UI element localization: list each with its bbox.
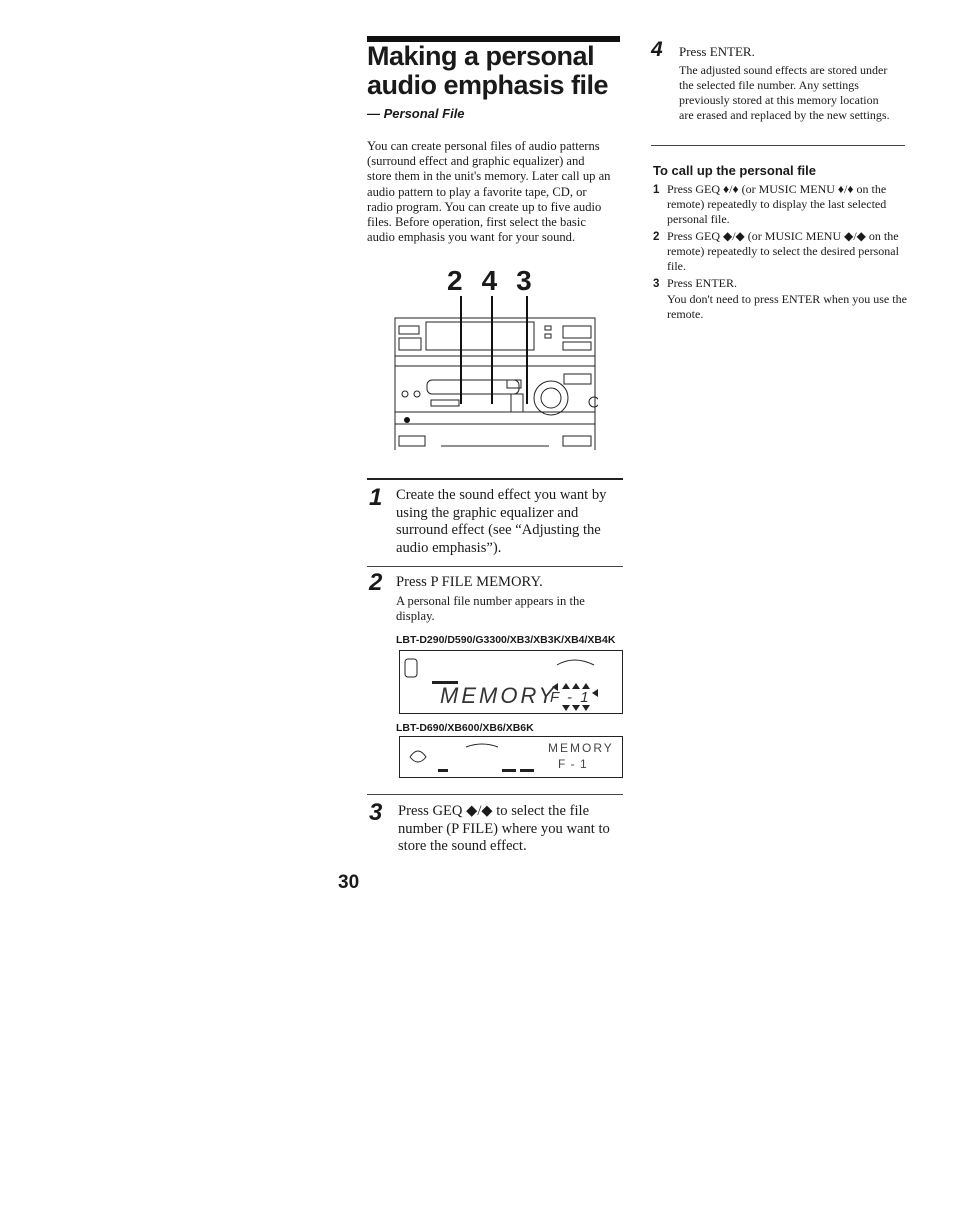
- step-4-number: 4: [651, 38, 663, 61]
- stereo-unit-illustration: [393, 296, 598, 452]
- title-line-2: audio emphasis file: [367, 70, 609, 100]
- lcd-file-text: F - 1: [558, 757, 588, 771]
- diagram-label: 2: [447, 265, 463, 296]
- call-up-item-1-number: 1: [653, 184, 660, 196]
- step-2-text: Press P FILE MEMORY.: [396, 574, 543, 590]
- call-up-item-2-number: 2: [653, 231, 660, 243]
- step-3-number: 3: [369, 799, 383, 826]
- page-title: [367, 42, 627, 100]
- diagram-label: 3: [516, 265, 532, 296]
- lcd-display-1: [399, 650, 623, 714]
- call-up-item-3-number: 3: [653, 278, 660, 290]
- lcd-memory-text: MEMORY: [440, 683, 557, 708]
- model-label-2: LBT-D690/XB600/XB6/XB6K: [396, 722, 534, 734]
- diagram-step-labels: [447, 265, 551, 297]
- step-1-number: 1: [369, 484, 383, 511]
- call-up-item-3-text: Press ENTER.: [667, 276, 737, 290]
- call-up-item-2-text: Press GEQ ◆/◆ (or MUSIC MENU ◆/◆ on the remote) repeatedly to select the desired personal file.: [667, 229, 899, 273]
- title-line-1: Making a personal: [367, 41, 595, 71]
- lcd-file-text: F - 1: [550, 689, 591, 706]
- section-rule: [651, 145, 905, 146]
- page-subtitle: — Personal File: [367, 106, 465, 121]
- lcd-display-2: [399, 736, 623, 778]
- call-up-heading: To call up the personal file: [653, 163, 817, 178]
- step-2-number: 2: [369, 569, 383, 596]
- step-3-text: Press GEQ ◆/◆ to select the file number (P FILE) where you want to store the sound effect.: [398, 803, 610, 854]
- step-2-note: A personal file number appears in the display.: [396, 594, 585, 624]
- step-4-text: Press ENTER.: [679, 44, 755, 59]
- section-rule: [367, 566, 623, 567]
- lcd-memory-text: MEMORY: [548, 741, 614, 755]
- step-4-note: The adjusted sound effects are stored under the selected file number. Any settings previously stored at this memory location are erased and replaced by the new settings.: [679, 63, 890, 122]
- page-number: 30: [338, 872, 360, 893]
- step-1-text: Create the sound effect you want by using the graphic equalizer and surround effect (see “Adjusting the audio emphasis”).: [396, 487, 607, 556]
- section-rule: [367, 478, 623, 480]
- model-label-1: LBT-D290/D590/G3300/XB3/XB3K/XB4/XB4K: [396, 634, 616, 646]
- call-up-item-1-text: Press GEQ ♦/♦ (or MUSIC MENU ♦/♦ on the remote) repeatedly to display the last selected personal file.: [667, 182, 887, 226]
- diagram-label: 4: [481, 265, 498, 296]
- section-rule: [367, 794, 623, 795]
- intro-paragraph: You can create personal files of audio patterns (surround effect and graphic equalizer) and store them in the unit's memory. Later call up an audio pattern to play a favorite tape, CD, or radio program. You can create up to five audio files. Before operation, first select the basic audio emphasis you want for your sound.: [367, 139, 611, 245]
- call-up-item-3-note: You don't need to press ENTER when you use the remote.: [667, 292, 907, 321]
